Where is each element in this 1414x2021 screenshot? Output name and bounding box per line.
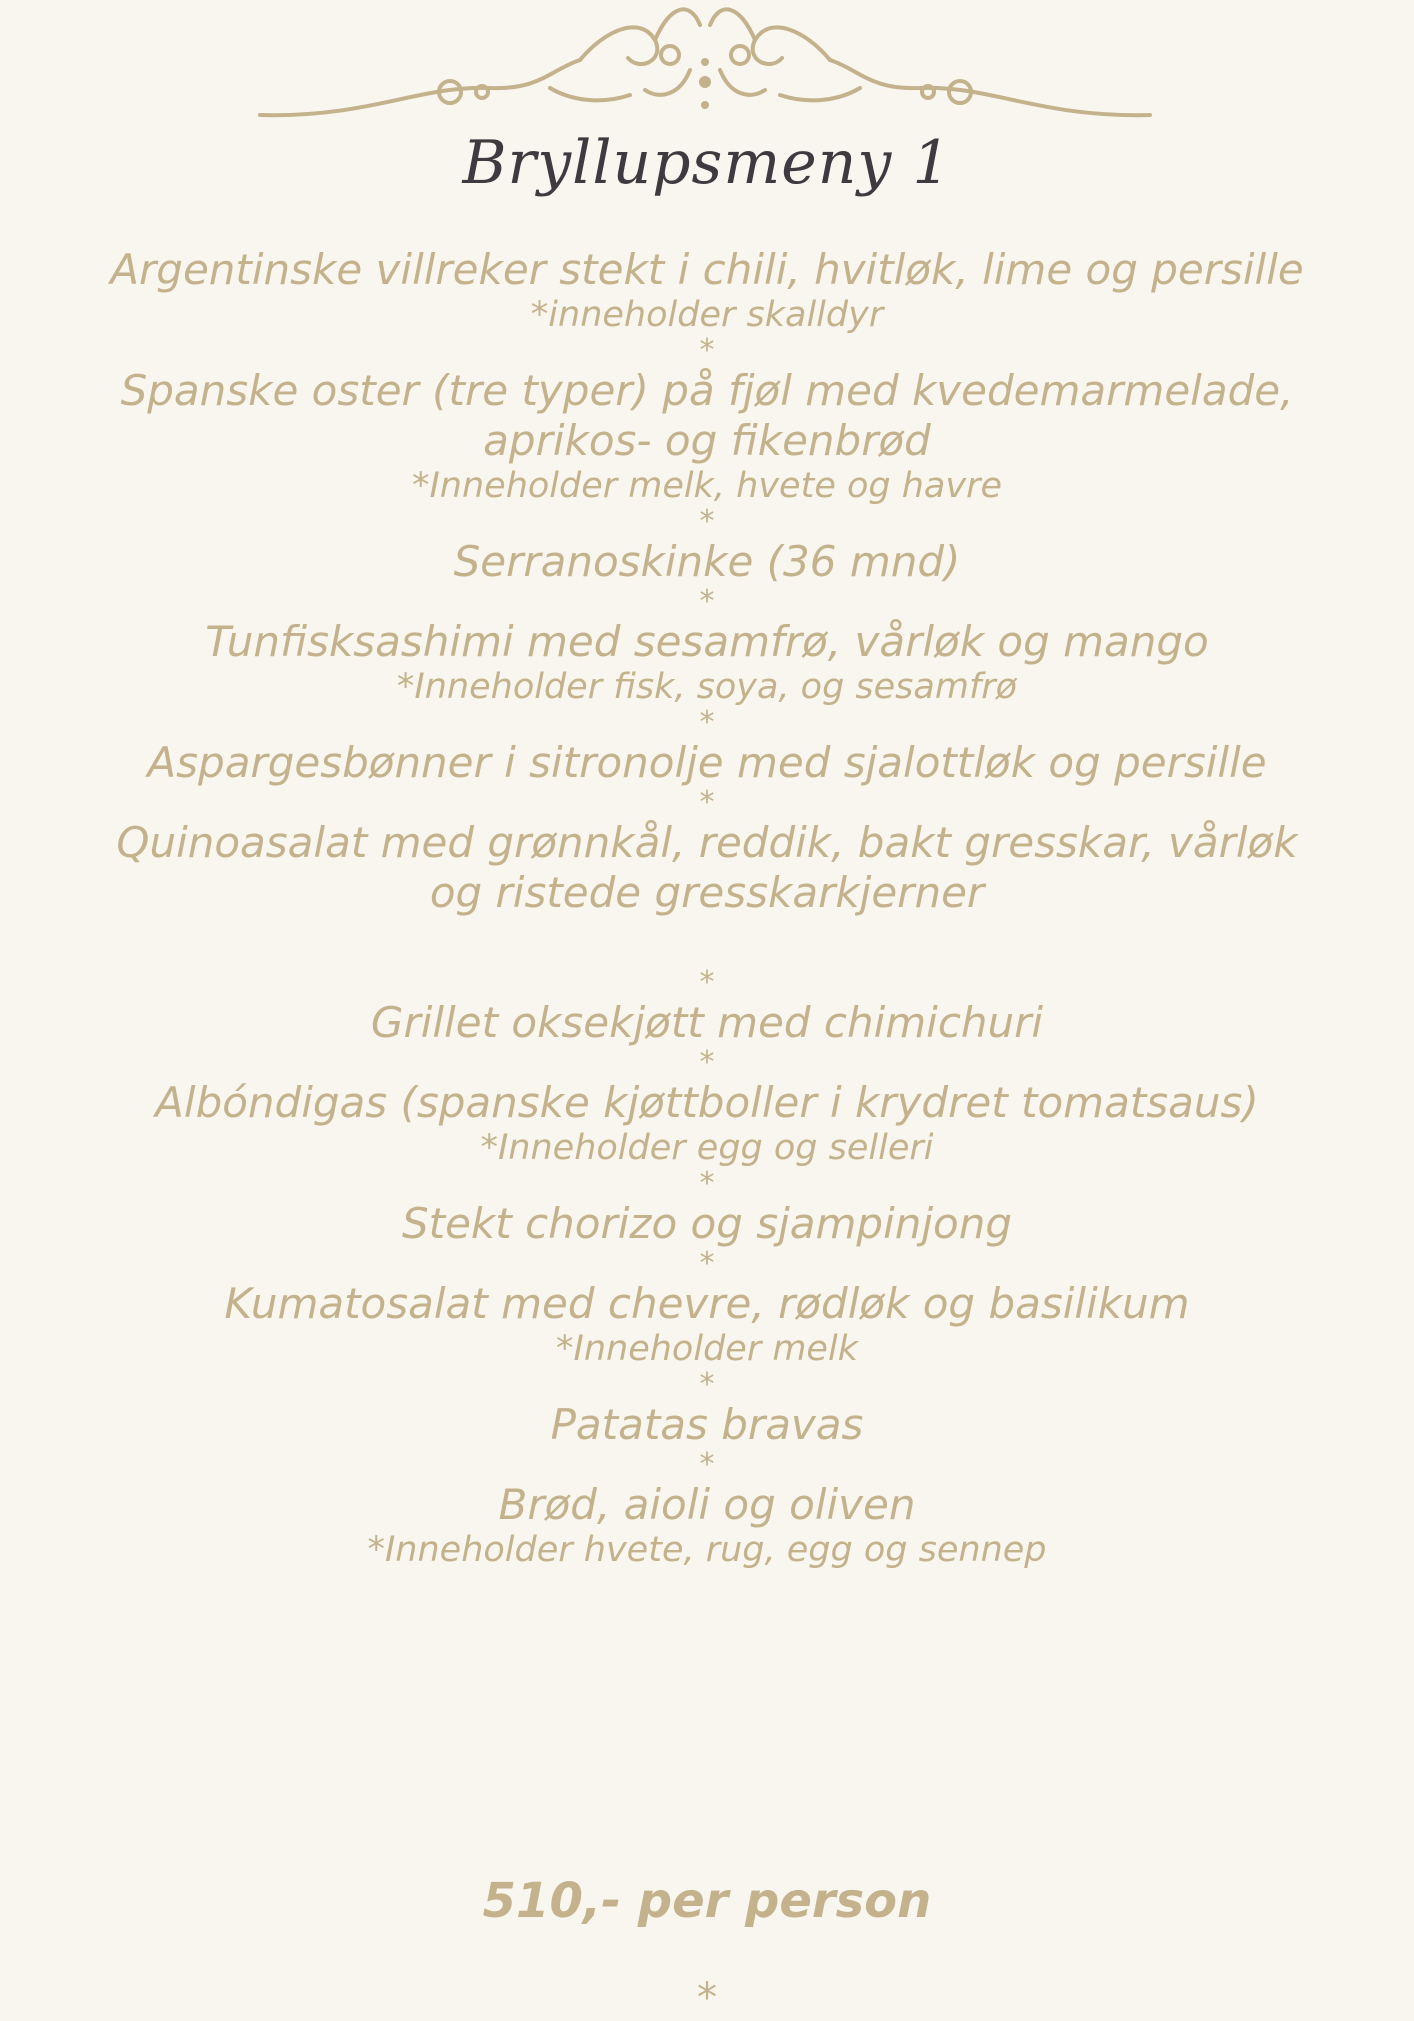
separator: * [699, 504, 715, 539]
dish-name: Patatas bravas [550, 1400, 864, 1449]
dish-name: Serranoskinke (36 mnd) [453, 537, 961, 586]
dish-name: Kumatosalat med chevre, rødløk og basilikum [224, 1279, 1190, 1328]
menu-list [0, 245, 1414, 1571]
separator: * [699, 1045, 715, 1080]
dish-name: Brød, aioli og oliven [498, 1480, 916, 1529]
dish-name: Stekt chorizo og sjampinjong [401, 1199, 1013, 1248]
spacer [0, 918, 1414, 968]
separator: * [699, 1166, 715, 1201]
price: 510,- per person [482, 1873, 932, 1929]
allergen-note: *inneholder skalldyr [530, 295, 884, 335]
dish-name: Tunfisksashimi med sesamfrø, vårløk og mango [205, 617, 1209, 666]
dish-name: Grillet oksekjøtt med chimichuri [370, 998, 1044, 1047]
cut-off-text-fragment: * [697, 1975, 717, 2021]
allergen-note: *Inneholder egg og selleri [480, 1128, 934, 1168]
separator: * [699, 1367, 715, 1402]
allergen-note: *Inneholder fisk, soya, og sesamfrø [396, 667, 1018, 707]
separator: * [699, 965, 715, 1000]
dish-name: Aspargesbønner i sitronolje med sjalottløk og persille [147, 738, 1267, 787]
cut-off-text [0, 1975, 1414, 2021]
allergen-note: *Inneholder melk [556, 1329, 858, 1369]
dish-name: Spanske oster (tre typer) på fjøl med kvedemarmelade, [120, 366, 1294, 415]
separator: * [699, 785, 715, 820]
dish-name: aprikos- og fikenbrød [483, 416, 931, 465]
dish-name: og ristede gresskarkjerner [429, 868, 985, 917]
separator: * [699, 584, 715, 619]
allergen-note: *Inneholder melk, hvete og havre [411, 466, 1002, 506]
dish-name: Quinoasalat med grønnkål, reddik, bakt gresskar, vårløk [116, 818, 1298, 867]
dish-name: Argentinske villreker stekt i chili, hvitløk, lime og persille [110, 245, 1304, 294]
dish-name: Albóndigas (spanske kjøttboller i krydret tomatsaus) [155, 1078, 1259, 1127]
separator: * [699, 1447, 715, 1482]
menu-title: Bryllupsmeny 1 [462, 128, 952, 198]
separator: * [699, 1246, 715, 1281]
flourish-ornament-icon [250, 0, 1160, 130]
allergen-note: *Inneholder hvete, rug, egg og sennep [367, 1530, 1047, 1570]
separator: * [699, 705, 715, 740]
separator: * [699, 333, 715, 368]
